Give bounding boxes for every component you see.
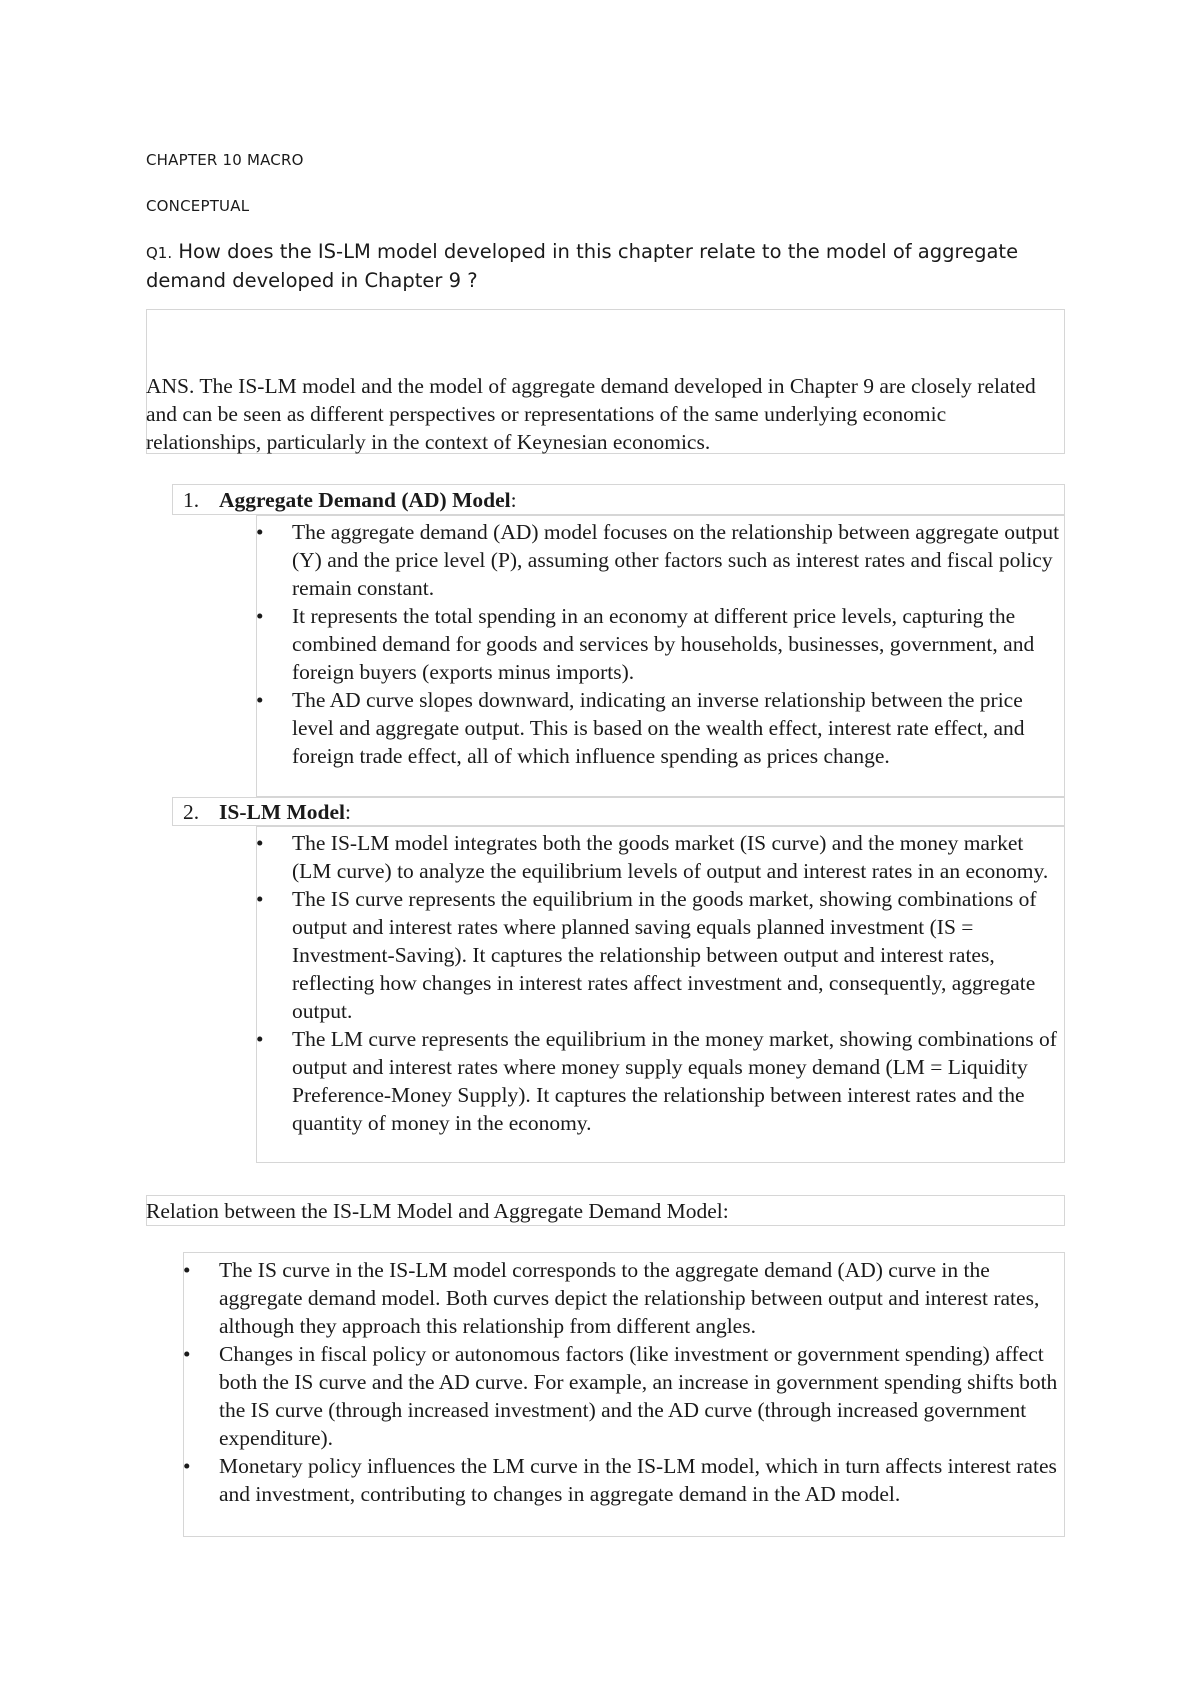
section-1-title: Aggregate Demand (AD) Model [219, 488, 511, 512]
bullet-icon: • [183, 1258, 191, 1282]
section-2-suffix: : [345, 800, 351, 824]
list-item [183, 1340, 1065, 1452]
section-2-number: 2. [183, 800, 200, 824]
question-label: Q1. [146, 244, 173, 262]
section-2-bullet-list [256, 829, 1066, 1137]
list-item-text: The IS-LM model integrates both the goods market (IS curve) and the money market (LM curve) to analyze the equilibrium levels of output and interest rates in an economy. [292, 831, 1049, 883]
section-1-suffix: : [510, 488, 517, 512]
bullet-icon: • [256, 887, 264, 911]
list-item [183, 1452, 1065, 1508]
bullet-icon: • [256, 831, 264, 855]
section-2-heading [183, 798, 351, 826]
section-1-number: 1. [183, 488, 200, 512]
list-item-text: The IS curve in the IS-LM model corresponds to the aggregate demand (AD) curve in the aggregate demand model. Both curves depict the relationship between output and interest rates, although they approach this relationship from different angles. [219, 1258, 1040, 1338]
list-item-text: Monetary policy influences the LM curve in the IS-LM model, which in turn affects interest rates and investment, contributing to changes in aggregate demand in the AD model. [219, 1454, 1057, 1506]
list-item-text: The AD curve slopes downward, indicating an inverse relationship between the price level and aggregate output. This is based on the wealth effect, interest rate effect, and foreign trade effect, all of which influence spending as prices change. [292, 688, 1025, 768]
list-item [256, 686, 1066, 770]
bullet-icon: • [183, 1454, 191, 1478]
list-item [256, 602, 1066, 686]
bullet-icon: • [183, 1342, 191, 1366]
relation-heading: Relation between the IS-LM Model and Aggregate Demand Model: [146, 1199, 729, 1223]
list-item [256, 829, 1066, 885]
bullet-icon: • [256, 520, 264, 544]
list-item-text: It represents the total spending in an economy at different price levels, capturing the combined demand for goods and services by households, businesses, government, and foreign buyers (exports minus imports). [292, 604, 1035, 684]
list-item-text: The IS curve represents the equilibrium in the goods market, showing combinations of output and interest rates where planned saving equals planned investment (IS = Investment-Saving). It captures the relationship between output and interest rates, reflecting how changes in interest rates affect investment and, consequently, aggregate output. [292, 887, 1037, 1023]
list-item [256, 885, 1066, 1025]
question [146, 238, 1046, 295]
chapter-title: CHAPTER 10 MACRO [146, 151, 304, 169]
list-item-text: The LM curve represents the equilibrium in the money market, showing combinations of output and interest rates where money supply equals money demand (LM = Liquidity Preference-Money Supply). It captures the relationship between interest rates and the quantity of money in the economy. [292, 1027, 1057, 1135]
bullet-icon: • [256, 1027, 264, 1051]
section-1-heading [183, 486, 517, 514]
relation-bullet-list [183, 1256, 1065, 1508]
list-item [256, 518, 1066, 602]
answer-intro: ANS. The IS-LM model and the model of aggregate demand developed in Chapter 9 are closely related and can be seen as different perspectives or representations of the same underlying economic relationships, particularly in the context of Keynesian economics. [146, 374, 1036, 454]
bullet-icon: • [256, 604, 264, 628]
bullet-icon: • [256, 688, 264, 712]
section-label: CONCEPTUAL [146, 197, 250, 215]
question-text: How does the IS-LM model developed in this chapter relate to the model of aggregate demand developed in Chapter 9 ? [146, 240, 1019, 292]
list-item-text: Changes in fiscal policy or autonomous factors (like investment or government spending) affect both the IS curve and the AD curve. For example, an increase in government spending shifts both the IS curve (through increased investment) and the AD curve (through increased government expenditure). [219, 1342, 1058, 1450]
list-item [183, 1256, 1065, 1340]
section-1-bullet-list [256, 518, 1066, 770]
list-item-text: The aggregate demand (AD) model focuses on the relationship between aggregate output (Y) and the price level (P), assuming other factors such as interest rates and fiscal policy remain constant. [292, 520, 1060, 600]
list-item [256, 1025, 1066, 1137]
section-2-title: IS-LM Model [219, 800, 346, 824]
